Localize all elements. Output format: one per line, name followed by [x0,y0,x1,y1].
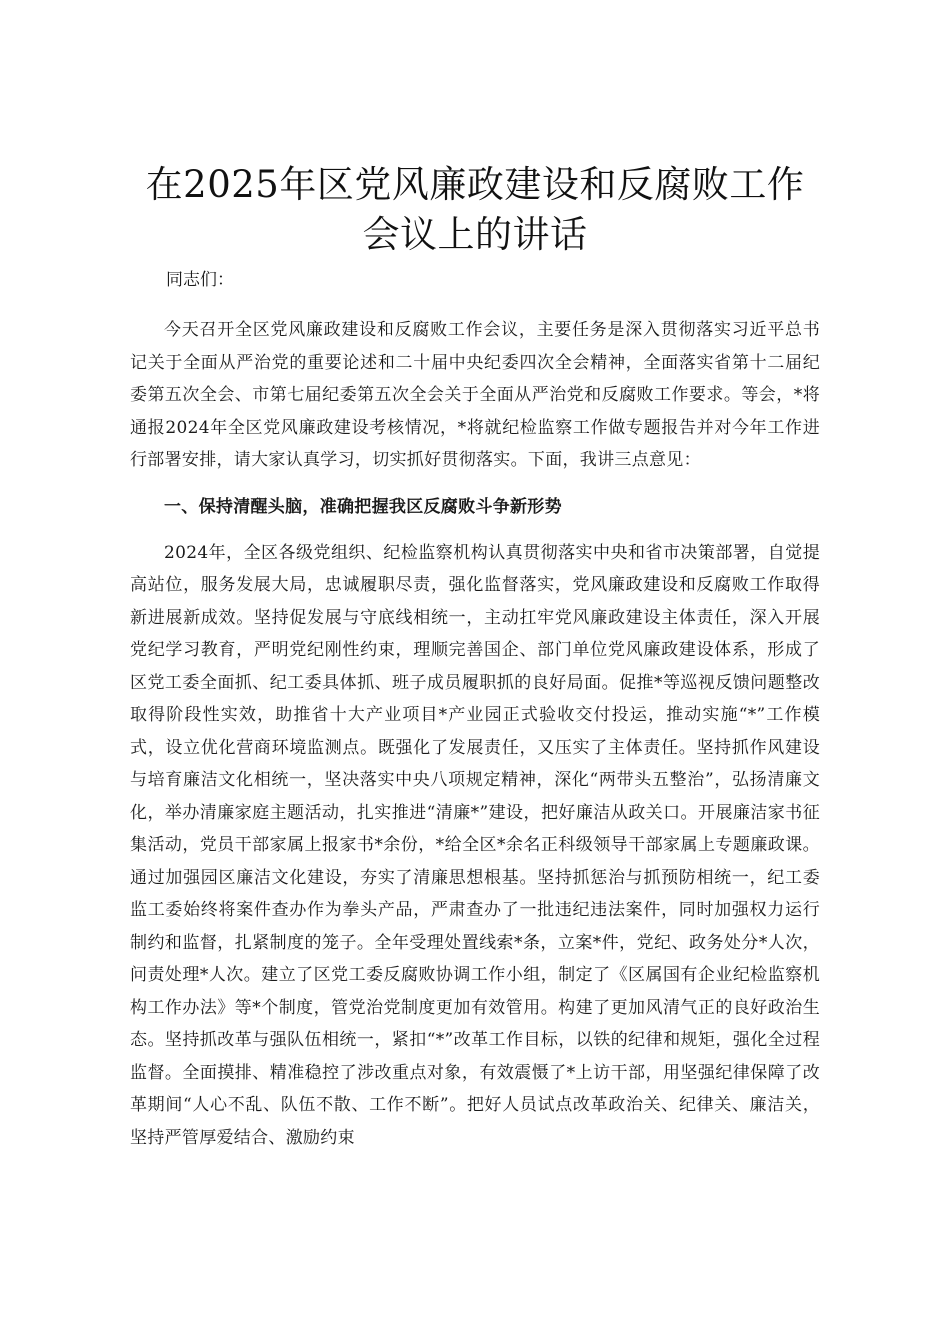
section-paragraph-1: 2024年，全区各级党组织、纪检监察机构认真贯彻落实中央和省市决策部署，自觉提高站位，服务发展大局，忠诚履职尽责，强化监督落实，党风廉政建设和反腐败工作取得新进展新成效。坚持促发展与守底线相统一，主动扛牢党风廉政建设主体责任，深入开展党纪学习教育，严明党纪刚性约束，理顺完善国企、部门单位党风廉政建设体系，形成了区党工委全面抓、纪工委具体抓、班子成员履职抓的良好局面。促推*等巡视反馈问题整改取得阶段性实效，助推省十大产业项目*产业园正式验收交付投运，推动实施“*”工作模式，设立优化营商环境监测点。既强化了发展责任，又压实了主体责任。坚持抓作风建设与培育廉洁文化相统一，坚决落实中央八项规定精神，深化“两带头五整治”，弘扬清廉文化，举办清廉家庭主题活动，扎实推进“清廉*”建设，把好廉洁从政关口。开展廉洁家书征集活动，党员干部家属上报家书*余份，*给全区*余名正科级领导干部家属上专题廉政课。通过加强园区廉洁文化建设，夯实了清廉思想根基。坚持抓惩治与抓预防相统一，纪工委监工委始终将案件查办作为拳头产品，严肃查办了一批违纪违法案件，同时加强权力运行制约和监督，扎紧制度的笼子。全年受理处置线索*条，立案*件，党纪、政务处分*人次，问责处理*人次。建立了区党工委反腐败协调工作小组，制定了《区属国有企业纪检监察机构工作办法》等*个制度，管党治党制度更加有效管用。构建了更加风清气正的良好政治生态。坚持抓改革与强队伍相统一，紧扣“*”改革工作目标，以铁的纪律和规矩，强化全过程监督。全面摸排、精准稳控了涉改重点对象，有效震慑了*上访干部，用坚强纪律保障了改革期间“人心不乱、队伍不散、工作不断”。把好人员试点改革政治关、纪律关、廉洁关，坚持严管厚爱结合、激励约束 [130,542,820,1148]
intro-paragraph: 今天召开全区党风廉政建设和反腐败工作会议，主要任务是深入贯彻落实习近平总书记关于全面从严治党的重要论述和二十届中央纪委四次全会精神，全面落实省第十二届纪委第五次全会、市第七届纪委第五次全会关于全面从严治党和反腐败工作要求。等会，*将通报2024年全区党风廉政建设考核情况，*将就纪检监察工作做专题报告并对今年工作进行部署安排，请大家认真学习，切实抓好贯彻落实。下面，我讲三点意见： [130,320,820,470]
greeting: 同志们： [166,270,234,290]
document-page [130,160,820,1154]
document-title: 在2025年区党风廉政建设和反腐败工作会议上的讲话 [145,163,805,256]
section-heading-1: 一、保持清醒头脑，准确把握我区反腐败斗争新形势 [164,496,562,517]
